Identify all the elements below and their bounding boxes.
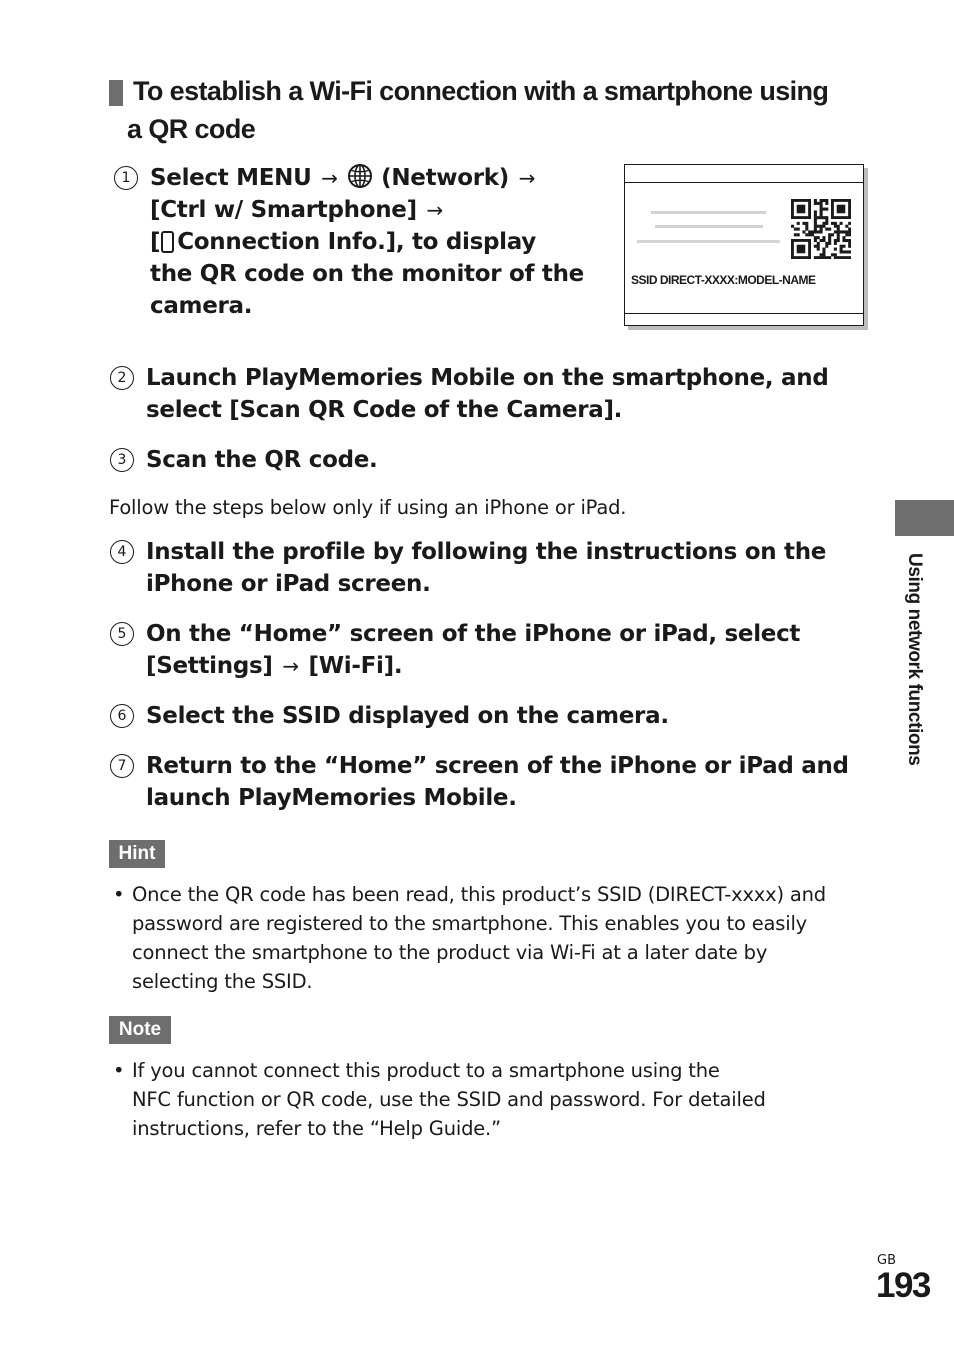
step-number: 7 (110, 754, 134, 778)
intro-text: Follow the steps below only if using an iPhone or iPad. (109, 496, 627, 519)
hint-line: password are registered to the smartphone. This enables you to easily (132, 912, 808, 935)
step-line: Select the SSID displayed on the camera. (146, 703, 669, 729)
step-line (150, 194, 584, 226)
placeholder-line (651, 211, 766, 214)
heading-line-2: a QR code (127, 114, 256, 144)
arrow-icon: → (518, 166, 536, 190)
monitor-divider (625, 313, 863, 314)
step-line: Scan the QR code. (146, 447, 378, 473)
step-2 (146, 362, 828, 426)
placeholder-line (655, 225, 763, 228)
step-line: Install the profile by following the instructions on the (146, 539, 827, 565)
step-text: [ (150, 229, 161, 255)
bullet: • (113, 1059, 125, 1082)
section-tab-label: Using network functions (904, 553, 925, 766)
note-label: Note (109, 1016, 171, 1044)
step-line: the QR code on the monitor of the (150, 261, 584, 287)
region-code: GB (877, 1253, 896, 1268)
globe-icon (347, 163, 373, 189)
step-number: 4 (110, 540, 134, 564)
section-heading (127, 72, 893, 148)
step-4 (146, 536, 826, 600)
note-line: instructions, refer to the “Help Guide.” (132, 1117, 501, 1140)
step-line: iPhone or iPad screen. (146, 571, 431, 597)
hint-text (132, 880, 826, 996)
step-line (150, 226, 584, 258)
step-number: 2 (110, 366, 134, 390)
step-number: 1 (114, 166, 138, 190)
arrow-icon: → (321, 166, 338, 190)
step-text: [Ctrl w/ Smartphone] (150, 197, 417, 223)
step-text: [Settings] (146, 653, 273, 679)
qr-code-icon (791, 199, 851, 259)
placeholder-line (637, 240, 780, 243)
step-line (146, 650, 800, 682)
step-1 (150, 162, 584, 322)
arrow-icon: → (426, 198, 443, 222)
step-text: [Wi-Fi]. (308, 653, 403, 679)
ssid-label: SSID DIRECT-XXXX:MODEL-NAME (631, 273, 816, 287)
step-text: Select MENU (150, 165, 312, 191)
step-line: Launch PlayMemories Mobile on the smartphone, and (146, 365, 829, 391)
hint-label: Hint (109, 840, 165, 868)
camera-monitor-illustration (624, 164, 864, 326)
step-6 (146, 700, 669, 732)
heading-marker (109, 80, 123, 106)
arrow-icon: → (282, 654, 299, 678)
heading-line-1: To establish a Wi-Fi connection with a smartphone using (133, 76, 829, 106)
note-line: NFC function or QR code, use the SSID and password. For detailed (132, 1088, 766, 1111)
step-line: camera. (150, 293, 253, 319)
step-7 (146, 750, 849, 814)
page-number: 193 (876, 1266, 930, 1305)
step-line (150, 162, 584, 194)
step-line: Return to the “Home” screen of the iPhone or iPad and (146, 753, 849, 779)
section-tab (895, 500, 954, 536)
step-line: On the “Home” screen of the iPhone or iPad, select (146, 621, 801, 647)
step-5 (146, 618, 800, 682)
monitor-divider (625, 182, 863, 183)
note-text (132, 1056, 766, 1143)
note-line: If you cannot connect this product to a smartphone using the (132, 1059, 720, 1082)
hint-line: connect the smartphone to the product via Wi-Fi at a later date by (132, 941, 768, 964)
step-line: select [Scan QR Code of the Camera]. (146, 397, 623, 423)
hint-line: selecting the SSID. (132, 970, 313, 993)
hint-line: Once the QR code has been read, this product’s SSID (DIRECT-xxxx) and (132, 883, 826, 906)
step-number: 6 (110, 704, 134, 728)
smartphone-icon (161, 231, 174, 253)
bullet: • (113, 883, 125, 906)
step-3 (146, 444, 377, 476)
step-number: 3 (110, 448, 134, 472)
step-line: launch PlayMemories Mobile. (146, 785, 517, 811)
step-text: (Network) (381, 165, 509, 191)
step-text: Connection Info.], to display (177, 229, 536, 255)
step-number: 5 (110, 622, 134, 646)
